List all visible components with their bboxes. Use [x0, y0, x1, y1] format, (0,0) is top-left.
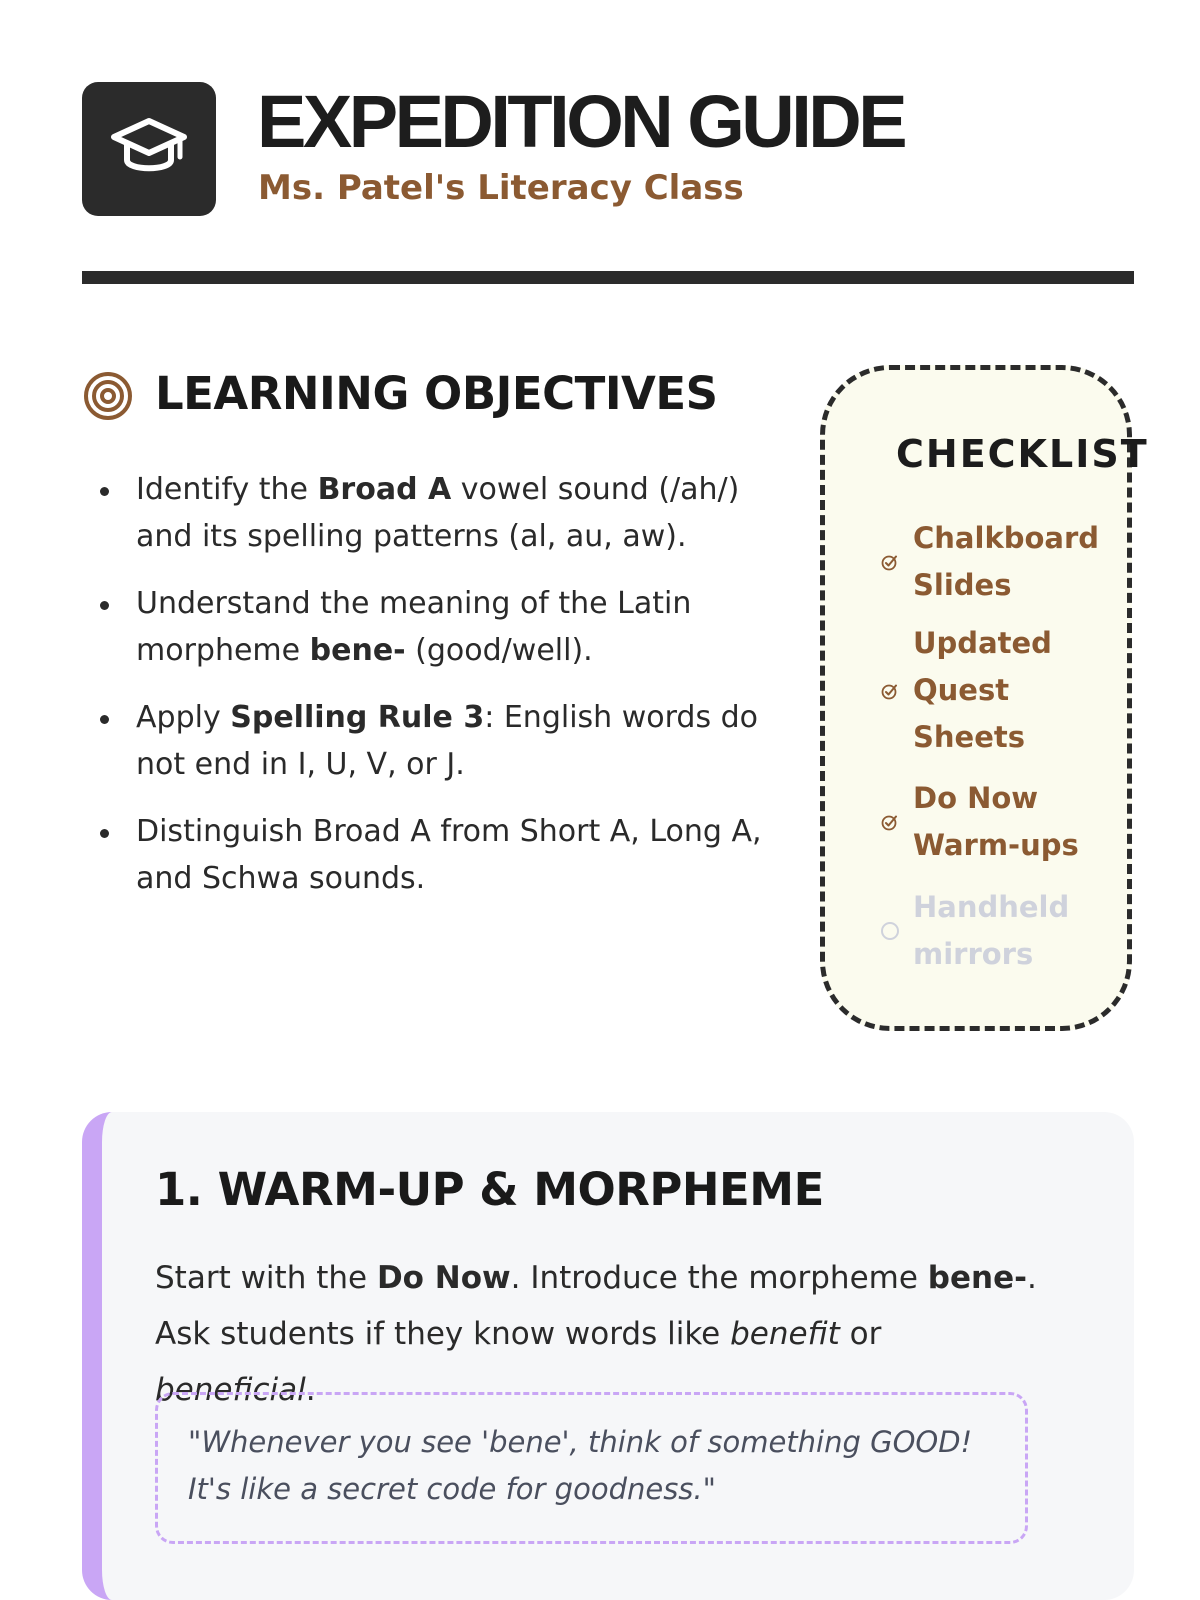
objectives-heading: LEARNING OBJECTIVES	[155, 367, 718, 420]
checklist-item-handheld-mirrors[interactable]	[879, 884, 1099, 978]
objective-item: Understand the meaning of the Latin morpheme bene- (good/well).	[100, 580, 780, 674]
section-body-text: Start with the Do Now. Introduce the morpheme bene-. Ask students if they know words like benefit or beneficial.	[155, 1260, 1037, 1408]
teacher-quote: "Whenever you see 'bene', think of something GOOD! It's like a secret code for goodness."	[155, 1392, 1028, 1544]
checklist-item-quest-sheets[interactable]	[879, 620, 1099, 761]
logo-badge	[82, 82, 216, 216]
objectives-list	[100, 466, 780, 922]
check-circle-icon	[879, 682, 901, 700]
objective-item: Distinguish Broad A from Short A, Long A, and Schwa sounds.	[100, 808, 780, 902]
target-icon	[82, 370, 134, 422]
check-circle-icon	[879, 813, 901, 831]
empty-circle-icon	[879, 921, 901, 941]
checklist-item-label: Do Now Warm-ups	[913, 781, 1079, 862]
header-divider	[82, 271, 1134, 284]
checklist-item-label: Updated Quest Sheets	[913, 626, 1052, 754]
objective-item: Identify the Broad A vowel sound (/ah/) and its spelling patterns (al, au, aw).	[100, 466, 780, 560]
checklist-item-do-now[interactable]	[879, 775, 1099, 869]
page-subtitle: Ms. Patel's Literacy Class	[258, 168, 744, 208]
checklist-item-label: Chalkboard Slides	[913, 521, 1100, 602]
graduation-cap-icon	[110, 117, 188, 181]
checklist-item-chalkboard-slides[interactable]	[879, 515, 1099, 609]
section-heading: 1. WARM-UP & MORPHEME	[155, 1163, 824, 1216]
checklist-panel	[820, 365, 1149, 1031]
checklist-title: CHECKLIST	[896, 432, 1149, 476]
page-title: EXPEDITION GUIDE	[257, 80, 905, 163]
checklist-item-label: Handheld mirrors	[913, 890, 1070, 971]
objective-item: Apply Spelling Rule 3: English words do not end in I, U, V, or J.	[100, 694, 780, 788]
check-circle-icon	[879, 553, 901, 571]
